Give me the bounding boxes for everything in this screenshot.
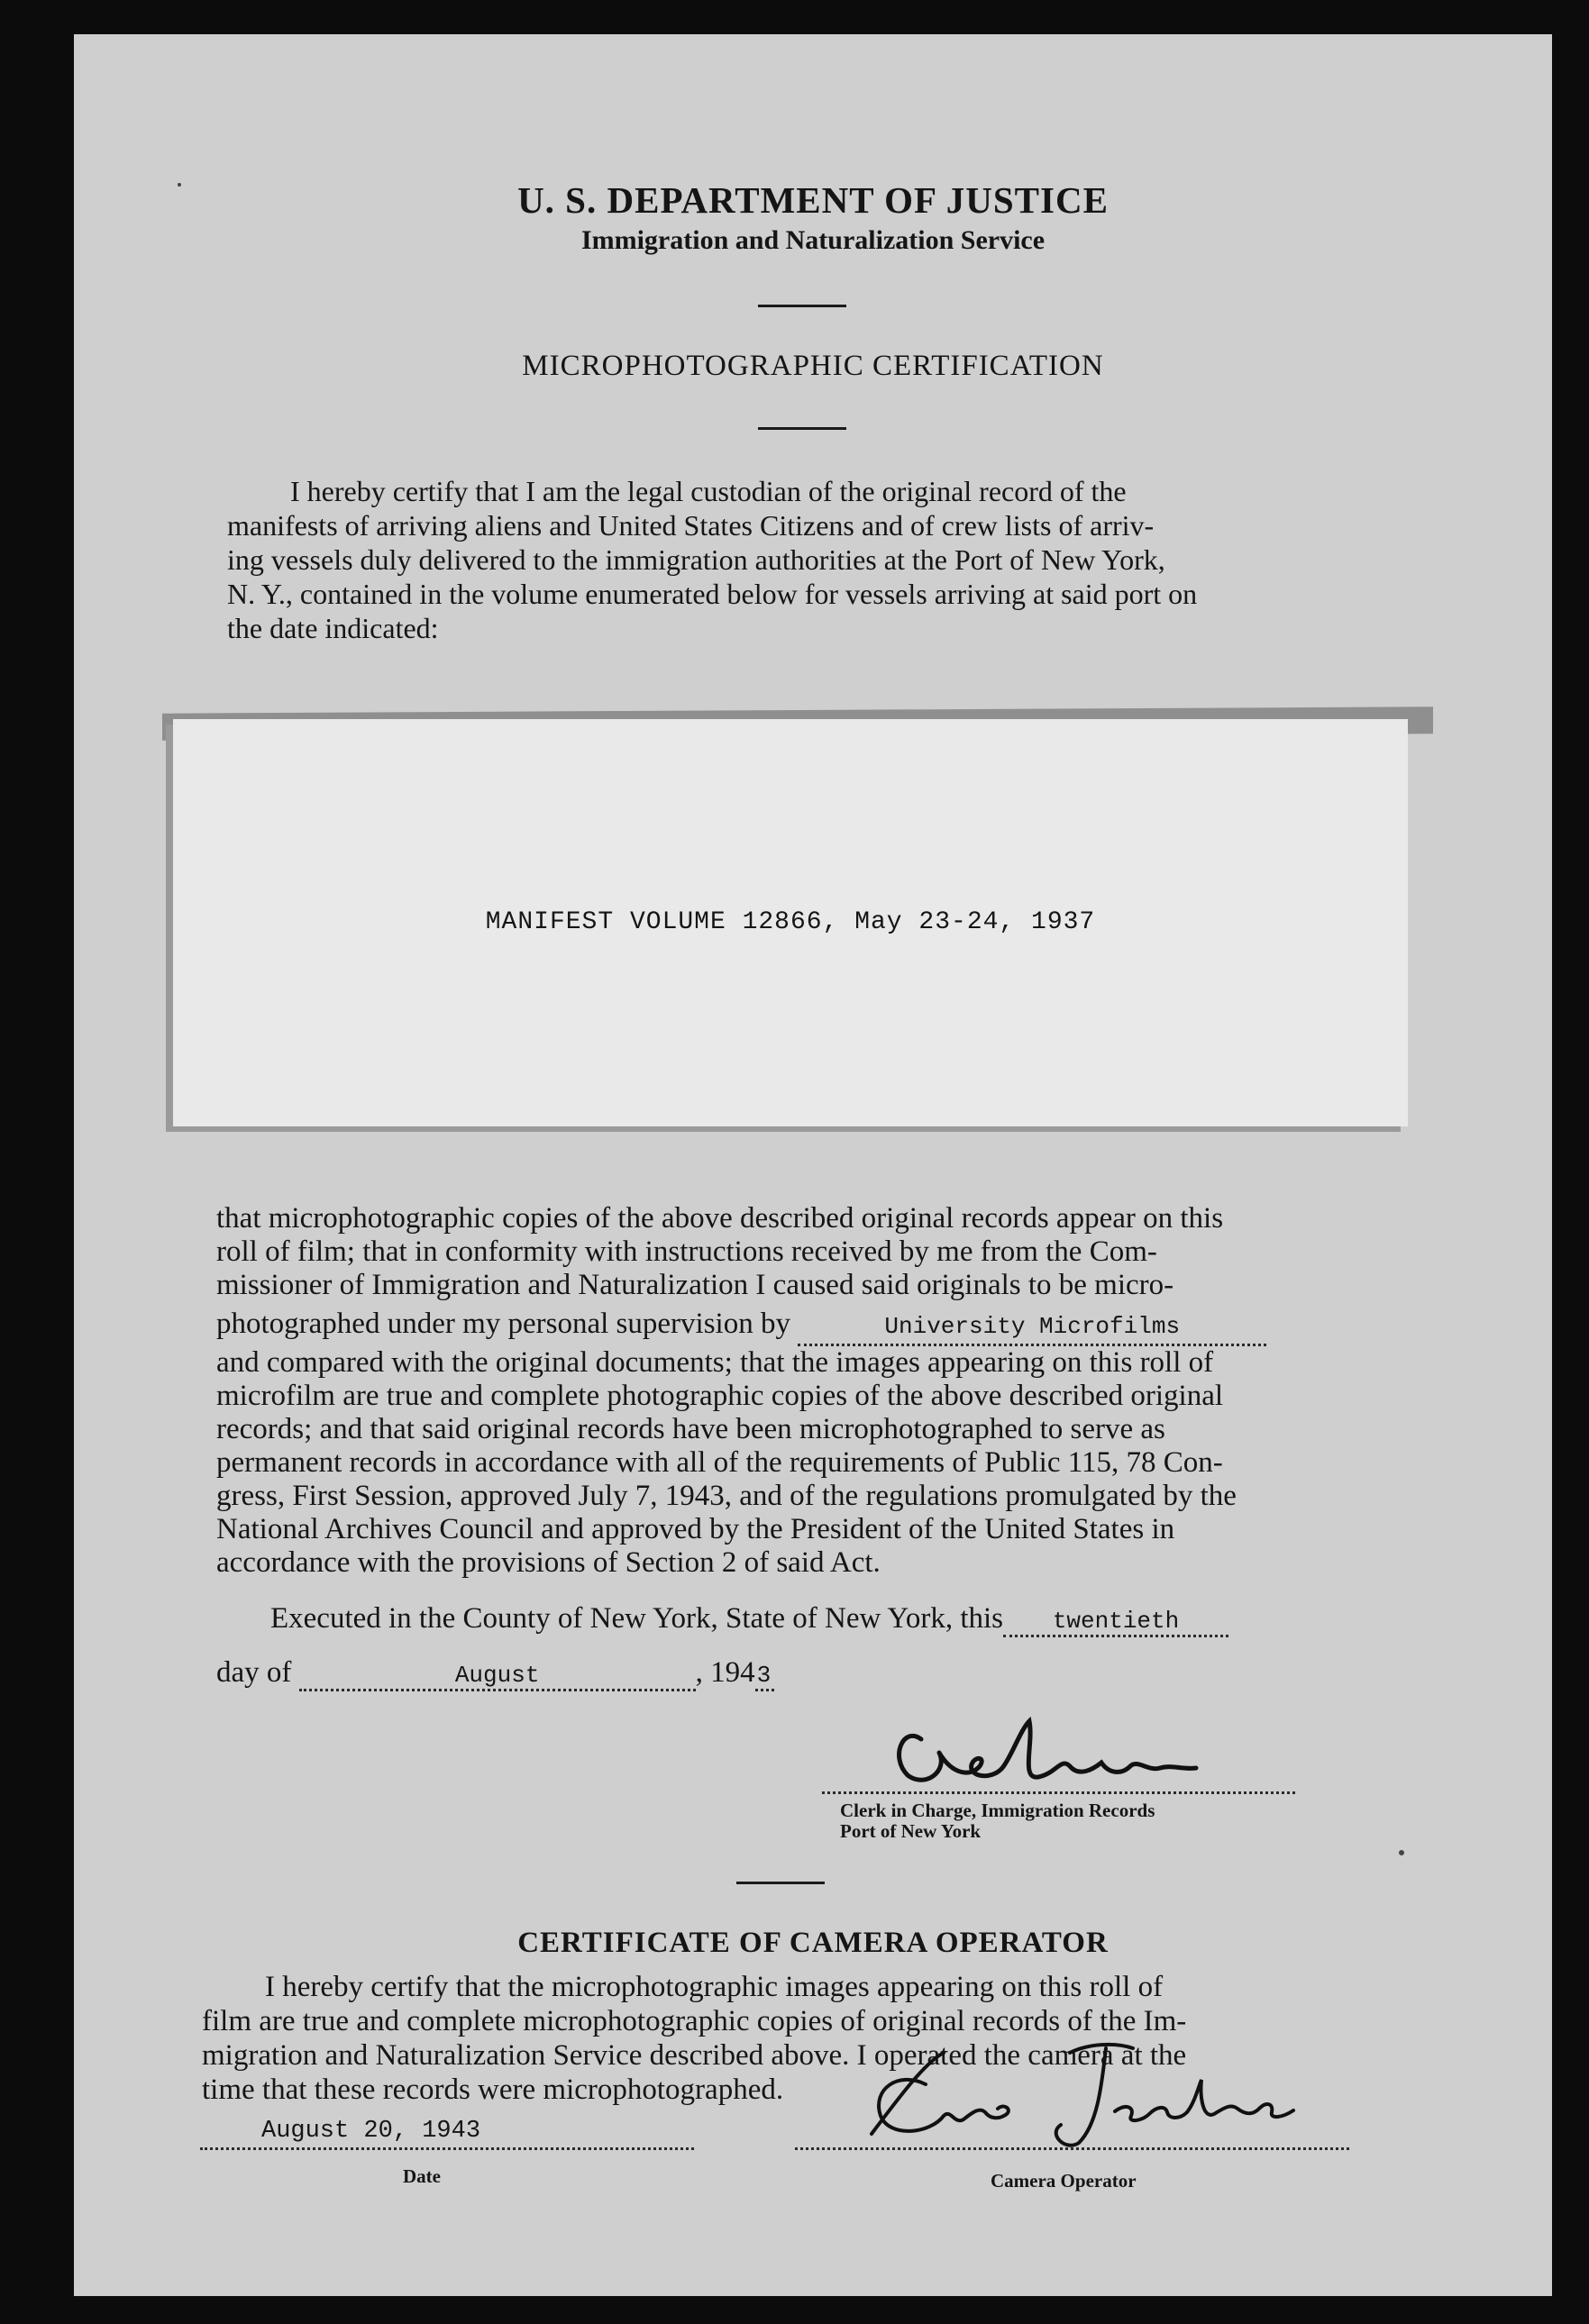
paper-speck — [1399, 1850, 1404, 1855]
paragraph-line: microfilm are true and complete photographic copies of the above described original — [216, 1380, 1224, 1412]
paper-speck — [178, 183, 181, 187]
divider — [758, 305, 846, 307]
microfilm-paragraph — [216, 1202, 1375, 1580]
paragraph-line: roll of film; that in conformity with instructions received by me from the Com- — [216, 1235, 1157, 1268]
volume-slip — [173, 719, 1408, 1126]
paragraph-line: film are true and complete microphotographic copies of original records of the Im- — [202, 2005, 1187, 2037]
divider — [758, 427, 846, 430]
execution-month-field: August — [299, 1662, 696, 1691]
service-subheading: Immigration and Naturalization Service — [580, 225, 1046, 255]
year-prefix: , 194 — [695, 1656, 755, 1689]
clerk-title-line: Port of New York — [840, 1820, 982, 1842]
paragraph-line: I hereby certify that the microphotographic images appearing on this roll of — [265, 1971, 1164, 2003]
clerk-title-line: Clerk in Charge, Immigration Records — [840, 1800, 1155, 1821]
month-line — [216, 1656, 774, 1691]
paragraph-line: the date indicated: — [227, 612, 439, 644]
custodian-paragraph — [227, 474, 1388, 645]
execution-line — [270, 1602, 1228, 1637]
clerk-title — [840, 1800, 1155, 1842]
supervision-prefix: photographed under my personal supervision by — [216, 1308, 790, 1340]
camera-operator-label: Camera Operator — [991, 2170, 1137, 2192]
supervisor-field: University Microfilms — [798, 1310, 1266, 1346]
supervision-line — [216, 1308, 1375, 1346]
paragraph-line: I hereby certify that I am the legal custodian of the original record of the — [290, 475, 1127, 507]
camera-operator-title: CERTIFICATE OF CAMERA OPERATOR — [517, 1927, 1109, 1959]
date-value: August 20, 1943 — [261, 2118, 481, 2145]
execution-prefix: Executed in the County of New York, State of New York, this — [270, 1602, 1004, 1635]
paragraph-line: records; and that said original records have been microphotographed to serve as — [216, 1413, 1165, 1445]
operator-signature-icon — [845, 2026, 1313, 2152]
paragraph-line: gress, First Session, approved July 7, 1943, and of the regulations promulgated by the — [216, 1480, 1237, 1512]
paragraph-line: National Archives Council and approved by the President of the United States in — [216, 1513, 1175, 1545]
divider — [736, 1882, 825, 1884]
paragraph-line: ing vessels duly delivered to the immigration authorities at the Port of New York, — [227, 543, 1165, 576]
clerk-signature-line — [822, 1710, 1295, 1794]
year-digit: 3 — [755, 1662, 775, 1691]
execution-day-field: twentieth — [1003, 1608, 1228, 1637]
date-label: Date — [403, 2165, 441, 2187]
paragraph-line: N. Y., contained in the volume enumerated below for vessels arriving at said port on — [227, 578, 1198, 610]
paragraph-line: accordance with the provisions of Section 2 of said Act. — [216, 1546, 881, 1579]
day-of-label: day of — [216, 1656, 292, 1689]
certificate-page — [74, 34, 1552, 2296]
paragraph-line: migration and Naturalization Service described above. I operated the camera at the — [202, 2039, 1187, 2072]
operator-signature-line — [795, 2107, 1349, 2150]
paragraph-line: that microphotographic copies of the above described original records appear on this — [216, 1202, 1224, 1235]
paragraph-line: time that these records were microphotographed. — [202, 2073, 784, 2106]
volume-slip-text: MANIFEST VOLUME 12866, May 23-24, 1937 — [485, 908, 1096, 936]
paragraph-line: permanent records in accordance with all of the requirements of Public 115, 78 Con- — [216, 1446, 1223, 1479]
agency-heading: U. S. DEPARTMENT OF JUSTICE — [517, 179, 1109, 221]
paragraph-line: manifests of arriving aliens and United States Citizens and of crew lists of arriv- — [227, 509, 1155, 542]
document-title: MICROPHOTOGRAPHIC CERTIFICATION — [522, 350, 1104, 382]
paragraph-line: and compared with the original documents; that the images appearing on this roll of — [216, 1346, 1214, 1379]
clerk-signature-icon — [885, 1703, 1264, 1802]
paragraph-line: missioner of Immigration and Naturalization I caused said originals to be micro- — [216, 1269, 1174, 1301]
